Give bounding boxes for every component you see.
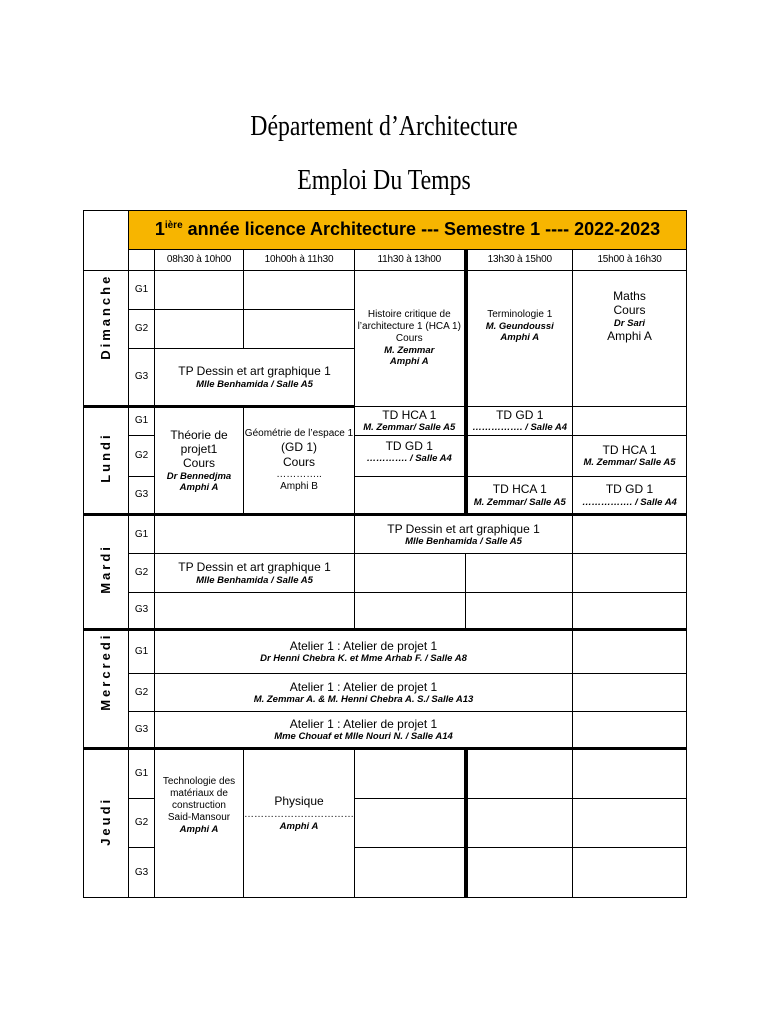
empty-cell	[155, 270, 244, 309]
group-label: G3	[129, 712, 155, 749]
empty-cell	[466, 749, 573, 799]
empty-cell	[573, 749, 687, 799]
course-maths: Maths Cours Dr Sari Amphi A	[573, 270, 687, 406]
empty-cell	[466, 554, 573, 592]
corner-group	[129, 250, 155, 271]
course-hca: Histoire critique de l’architecture 1 (HCA 1) Cours M. Zemmar Amphi A	[355, 270, 466, 406]
empty-cell	[573, 554, 687, 592]
year-banner: $1^{ière}$ année licence Architecture --- Semestre 1 ---- 2022-2023	[129, 211, 687, 250]
day-lundi: Lundi	[84, 406, 129, 514]
empty-cell	[573, 848, 687, 898]
group-label: G1	[129, 515, 155, 554]
time-slot-2: 10h00h à 11h30	[244, 250, 355, 271]
empty-cell	[573, 629, 687, 673]
empty-cell	[573, 798, 687, 848]
time-slot-1: 08h30 à 10h00	[155, 250, 244, 271]
td-gd-g3: TD GD 1 ……………. / Salle A4	[573, 477, 687, 515]
corner-cell	[84, 211, 129, 271]
day-dimanche: Dimanche	[84, 270, 129, 406]
td-gd-g1: TD GD 1 ……………. / Salle A4	[466, 406, 573, 435]
empty-cell	[155, 515, 355, 554]
empty-cell	[573, 515, 687, 554]
day-mercredi: Mercredi	[84, 629, 129, 749]
empty-cell	[573, 406, 687, 435]
td-gd-g2: TD GD 1 …………. / Salle A4	[355, 435, 466, 476]
department-title: Département d’Architecture	[250, 110, 518, 142]
group-label: G2	[129, 674, 155, 712]
group-label: G3	[129, 848, 155, 898]
group-label: G1	[129, 629, 155, 673]
timetable	[83, 210, 687, 898]
group-label: G2	[129, 798, 155, 848]
group-label: G2	[129, 435, 155, 476]
course-geometrie: Géométrie de l’espace 1 (GD 1) Cours ………….. Amphi B	[244, 406, 355, 514]
td-hca-g3: TD HCA 1 M. Zemmar/ Salle A5	[466, 477, 573, 515]
td-hca-g2: TD HCA 1 M. Zemmar/ Salle A5	[573, 435, 687, 476]
empty-cell	[355, 798, 466, 848]
empty-cell	[466, 435, 573, 476]
empty-cell	[155, 310, 244, 349]
course-physique: Physique …………………………… Amphi A	[244, 749, 355, 898]
day-mardi: Mardi	[84, 515, 129, 629]
empty-cell	[355, 477, 466, 515]
course-terminologie: Terminologie 1 M. Geundoussi Amphi A	[466, 270, 573, 406]
atelier-g3: Atelier 1 : Atelier de projet 1 Mme Chouaf et Mlle Nouri N. / Salle A14	[155, 712, 573, 749]
time-slot-5: 15h00 à 16h30	[573, 250, 687, 271]
empty-cell	[355, 554, 466, 592]
group-label: G1	[129, 406, 155, 435]
tp-dessin-g1: TP Dessin et art graphique 1 Mlle Benhamida / Salle A5	[355, 515, 573, 554]
course-theorie-projet: Théorie de projet1 Cours Dr Bennedjma Amphi A	[155, 406, 244, 514]
atelier-g1: Atelier 1 : Atelier de projet 1 Dr Henni Chebra K. et Mme Arhab F. / Salle A8	[155, 629, 573, 673]
empty-cell	[466, 848, 573, 898]
tp-dessin-g2: TP Dessin et art graphique 1 Mlle Benhamida / Salle A5	[155, 554, 355, 592]
empty-cell	[155, 592, 355, 629]
atelier-g2: Atelier 1 : Atelier de projet 1 M. Zemmar A. & M. Henni Chebra A. S./ Salle A13	[155, 674, 573, 712]
group-label: G2	[129, 310, 155, 349]
empty-cell	[573, 712, 687, 749]
schedule-title: Emploi Du Temps	[297, 164, 471, 196]
empty-cell	[244, 270, 355, 309]
group-label: G3	[129, 349, 155, 407]
group-label: G3	[129, 592, 155, 629]
course-technologie: Technologie des matériaux de construction Said-Mansour Amphi A	[155, 749, 244, 898]
empty-cell	[466, 592, 573, 629]
group-label: G1	[129, 270, 155, 309]
group-label: G1	[129, 749, 155, 799]
empty-cell	[355, 592, 466, 629]
group-label: G3	[129, 477, 155, 515]
time-slot-3: 11h30 à 13h00	[355, 250, 466, 271]
empty-cell	[573, 674, 687, 712]
empty-cell	[355, 749, 466, 799]
course-tp-dessin: TP Dessin et art graphique 1 Mlle Benhamida / Salle A5	[155, 349, 355, 407]
group-label: G2	[129, 554, 155, 592]
empty-cell	[355, 848, 466, 898]
day-jeudi: Jeudi	[84, 749, 129, 898]
td-hca-g1: TD HCA 1 M. Zemmar/ Salle A5	[355, 406, 466, 435]
time-slot-4: 13h30 à 15h00	[466, 250, 573, 271]
empty-cell	[244, 310, 355, 349]
empty-cell	[466, 798, 573, 848]
empty-cell	[573, 592, 687, 629]
